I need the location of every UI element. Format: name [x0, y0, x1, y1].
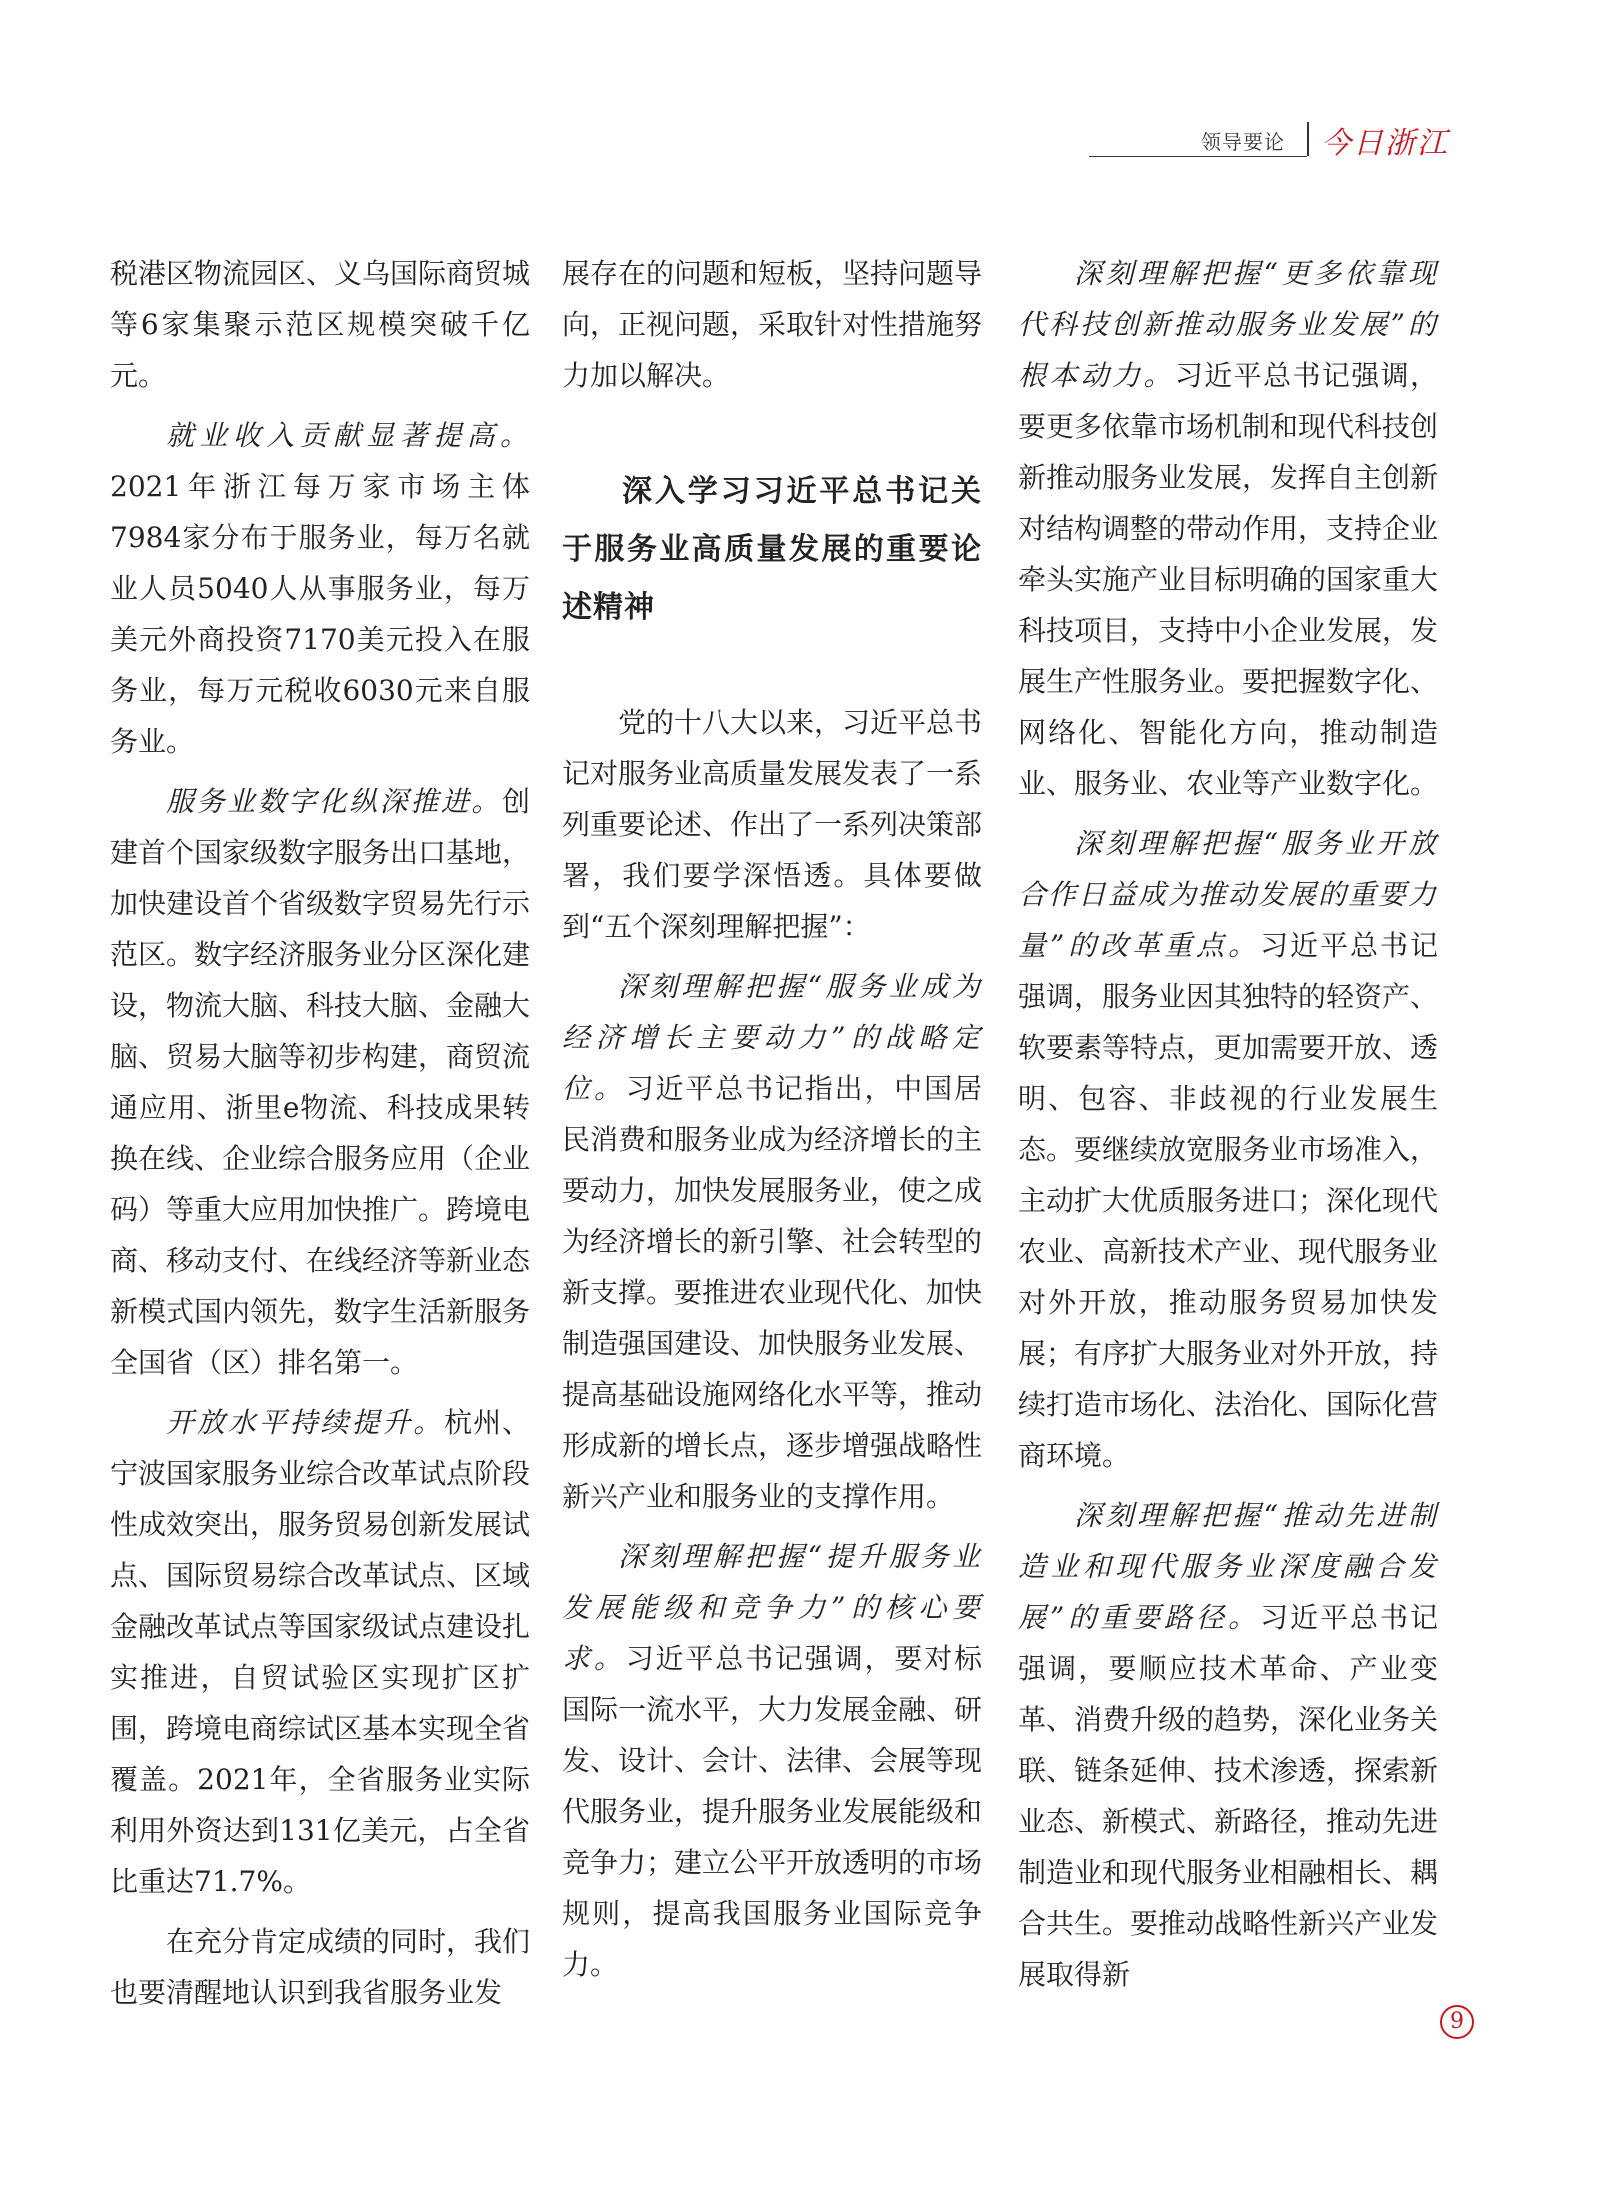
header-separator — [1307, 122, 1309, 156]
paragraph-lead: 服务业数字化纵深推进。 — [166, 785, 502, 818]
paragraph: 党的十八大以来，习近平总书记对服务业高质量发展发表了一系列重要论述、作出了一系列决策部署，我们要学深悟透。具体要做到“五个深刻理解把握”： — [562, 706, 983, 943]
paragraph-lead: 就业收入贡献显著提高。 — [166, 419, 530, 452]
paragraph — [1018, 818, 1438, 1481]
paragraph-lead: 深刻理解把握“服务业成为经济增长主要动力”的战略定位。 — [562, 970, 982, 1105]
paragraph — [110, 410, 530, 767]
section-name: 领导要论 — [1201, 130, 1285, 154]
paragraph-body: 2021年浙江每万家市场主体7984家分布于服务业，每万名就业人员5040人从事服务业，每万美元外商投资7170美元投入在服务业，每万元税收6030元来自服务业。 — [110, 470, 530, 758]
paragraph: 展存在的问题和短板，坚持问题导向，正视问题，采取针对性措施努力加以解决。 — [562, 257, 983, 392]
header-rule — [1089, 156, 1307, 157]
section-heading: 深入学习习近平总书记关于服务业高质量发展的重要论述精神 — [562, 474, 982, 625]
paragraph-lead: 深刻理解把握“推动先进制造业和现代服务业深度融合发展”的重要路径。 — [1018, 1499, 1438, 1634]
page-header — [1089, 110, 1469, 170]
paragraph — [110, 776, 530, 1388]
paragraph — [1018, 1490, 1438, 2000]
paragraph — [110, 1397, 530, 1907]
paragraph-body: 杭州、宁波国家服务业综合改革试点阶段性成效突出，服务贸易创新发展试点、国际贸易综合改革试点、区域金融改革试点等国家级试点建设扎实推进，自贸试验区实现扩区扩围，跨境电商综试区基本实现全省覆盖。2021年，全省服务业实际利用外资达到131亿美元，占全省比重达71.7%。 — [110, 1406, 531, 1898]
column-2 — [562, 248, 982, 1999]
paragraph: 在充分肯定成绩的同时，我们也要清醒地认识到我省服务业发 — [110, 1925, 531, 2009]
masthead-logo: 今日浙江 — [1321, 126, 1449, 161]
column-3 — [1018, 248, 1438, 2009]
column-1 — [110, 248, 530, 2027]
paragraph-body: 习近平总书记指出，中国居民消费和服务业成为经济增长的主要动力，加快发展服务业，使之成为经济增长的新引擎、社会转型的新支撑。要推进农业现代化、加快制造强国建设、加快服务业发展、提高基础设施网络化水平等，推动形成新的增长点，逐步增强战略性新兴产业和服务业的支撑作用。 — [562, 1072, 983, 1513]
paragraph — [562, 961, 982, 1522]
page-number: 9 — [1440, 2005, 1474, 2039]
paragraph-body: 习近平总书记强调，要对标国际一流水平，大力发展金融、研发、设计、会计、法律、会展等现代服务业，提升服务业发展能级和竞争力；建立公平开放透明的市场规则，提高我国服务业国际竞争力。 — [562, 1642, 983, 1981]
paragraph-body: 习近平总书记强调，要更多依靠市场机制和现代科技创新推动服务业发展，发挥自主创新对结构调整的带动作用，支持企业牵头实施产业目标明确的国家重大科技项目，支持中小企业发展，发展生产性服务业。要把握数字化、网络化、智能化方向，推动制造业、服务业、农业等产业数字化。 — [1018, 359, 1439, 800]
paragraph-lead: 深刻理解把握“更多依靠现代科技创新推动服务业发展”的根本动力。 — [1018, 257, 1438, 392]
paragraph: 税港区物流园区、义乌国际商贸城等6家集聚示范区规模突破千亿元。 — [110, 257, 531, 392]
paragraph-body: 习近平总书记强调，服务业因其独特的轻资产、软要素等特点，更加需要开放、透明、包容、非歧视的行业发展生态。要继续放宽服务业市场准入，主动扩大优质服务进口；深化现代农业、高新技术产业、现代服务业对外开放，推动服务贸易加快发展；有序扩大服务业对外开放，持续打造市场化、法治化、国际化营商环境。 — [1018, 929, 1439, 1472]
paragraph-body: 习近平总书记强调，要顺应技术革命、产业变革、消费升级的趋势，深化业务关联、链条延伸、技术渗透，探索新业态、新模式、新路径，推动先进制造业和现代服务业相融相长、耦合共生。要推动战略性新兴产业发展取得新 — [1018, 1601, 1439, 1991]
paragraph-body: 创建首个国家级数字服务出口基地，加快建设首个省级数字贸易先行示范区。数字经济服务业分区深化建设，物流大脑、科技大脑、金融大脑、贸易大脑等初步构建，商贸流通应用、浙里e物流、科技成果转换在线、企业综合服务应用（企业码）等重大应用加快推广。跨境电商、移动支付、在线经济等新业态新模式国内领先，数字生活新服务全国省（区）排名第一。 — [110, 785, 531, 1379]
paragraph-lead: 开放水平持续提升。 — [166, 1406, 445, 1439]
paragraph — [562, 1531, 982, 1990]
paragraph — [1018, 248, 1438, 809]
paragraph-lead: 深刻理解把握“提升服务业发展能级和竞争力”的核心要求。 — [562, 1540, 982, 1675]
paragraph-lead: 深刻理解把握“服务业开放合作日益成为推动发展的重要力量”的改革重点。 — [1018, 827, 1439, 962]
